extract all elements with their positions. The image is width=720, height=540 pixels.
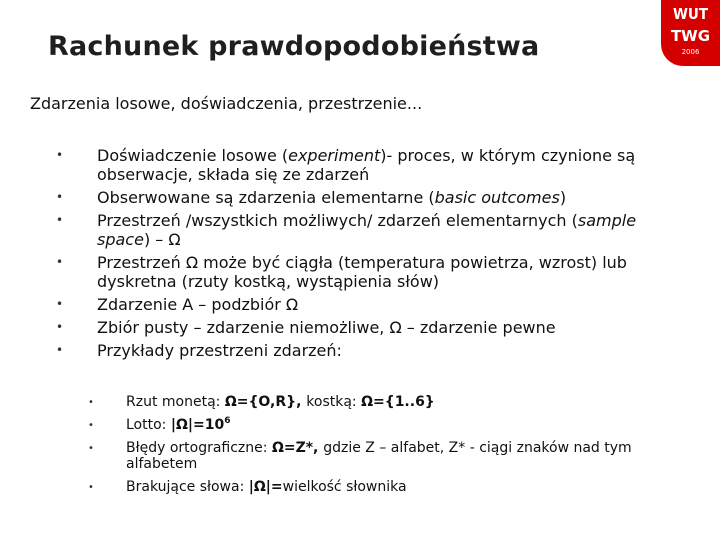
main-bullet-list [51, 146, 691, 364]
list-item: • Przykłady przestrzeni zdarzeń: [56, 341, 342, 360]
logo-line-2: TWG [670, 27, 711, 45]
wut-logo [661, 0, 720, 66]
bullet-icon: • [56, 148, 64, 162]
bullet-icon: • [56, 255, 64, 269]
list-item: • Przestrzeń /wszystkich możliwych/ zdarzeń elementarnych (sample space) – Ω [56, 211, 637, 249]
bullet-icon: • [56, 190, 64, 204]
bullet-icon: • [56, 320, 64, 334]
list-item: • Doświadczenie losowe (experiment)- proces, w którym czynione są obserwacje, składa się ze zdarzeń [56, 146, 636, 184]
bullet-icon: • [56, 297, 64, 311]
list-item: • Zdarzenie A – podzbiór Ω [56, 295, 299, 314]
list-item: • Błędy ortograficzne: Ω=Z*, gdzie Z – alfabet, Z* - ciągi znaków nad tym alfabetem [88, 440, 632, 472]
list-item: • Obserwowane są zdarzenia elementarne (basic outcomes) [56, 188, 567, 207]
bullet-icon: • [88, 420, 94, 431]
logo-year: 2006 [681, 48, 700, 56]
sub-bullet-list [88, 394, 678, 502]
bullet-icon: • [88, 397, 94, 408]
list-item: • Lotto: $|\Omega|=10^6$ [88, 416, 231, 433]
slide-title: Rachunek prawdopodobieństwa [48, 31, 540, 62]
list-item: • Przestrzeń Ω może być ciągła (temperatura powietrza, wzrost) lub dyskretna (rzuty kostką, wystąpienia słów) [56, 253, 627, 291]
list-item: • Zbiór pusty – zdarzenie niemożliwe, Ω – zdarzenie pewne [56, 318, 556, 337]
logo-line-1: WUT [672, 5, 709, 23]
bullet-icon: • [88, 482, 94, 493]
bullet-icon: • [56, 343, 64, 357]
bullet-icon: • [56, 213, 64, 227]
list-item: • Rzut monetą: Ω={O,R}, kostką: Ω={1..6} [88, 394, 435, 410]
slide-subtitle: Zdarzenia losowe, doświadczenia, przestrzenie... [30, 94, 423, 113]
list-item: • Brakujące słowa: |Ω|=wielkość słownika [88, 479, 407, 495]
bullet-icon: • [88, 443, 94, 454]
